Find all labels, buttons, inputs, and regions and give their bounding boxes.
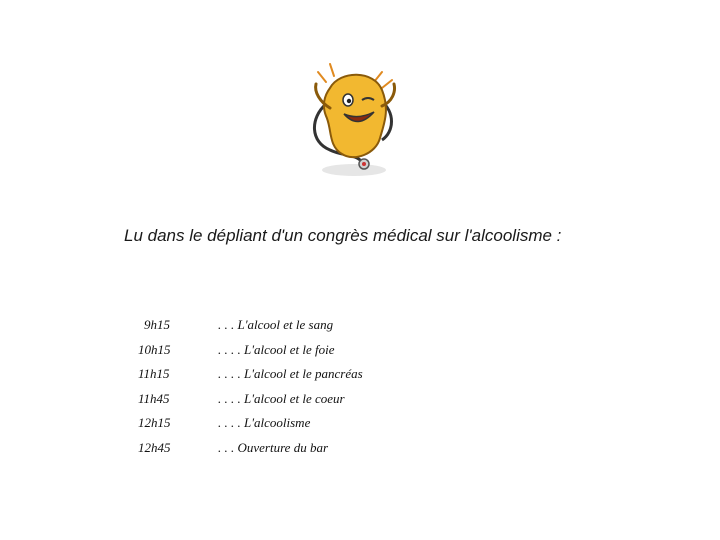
schedule-item: . . . . L'alcool et le pancréas: [218, 366, 363, 381]
schedule-item: . . . . L'alcoolisme: [218, 415, 311, 430]
schedule-item: . . . . L'alcool et le foie: [218, 341, 335, 357]
schedule-item: . . . L'alcool et le sang: [218, 317, 334, 332]
headline: Lu dans le dépliant d'un congrès médical sur l'alcoolisme :: [124, 226, 562, 245]
schedule-time: 11h15: [138, 366, 170, 381]
schedule-item: . . . . L'alcool et le coeur: [218, 390, 345, 406]
schedule-time: 9h15: [144, 317, 170, 332]
schedule-time: 10h15: [138, 341, 171, 357]
potato-doctor-stethoscope-icon: [296, 58, 408, 186]
schedule-time: 12h45: [138, 439, 171, 455]
schedule-time: 12h15: [138, 415, 171, 430]
schedule-time: 11h45: [138, 390, 170, 406]
schedule-item: . . . Ouverture du bar: [218, 439, 329, 455]
